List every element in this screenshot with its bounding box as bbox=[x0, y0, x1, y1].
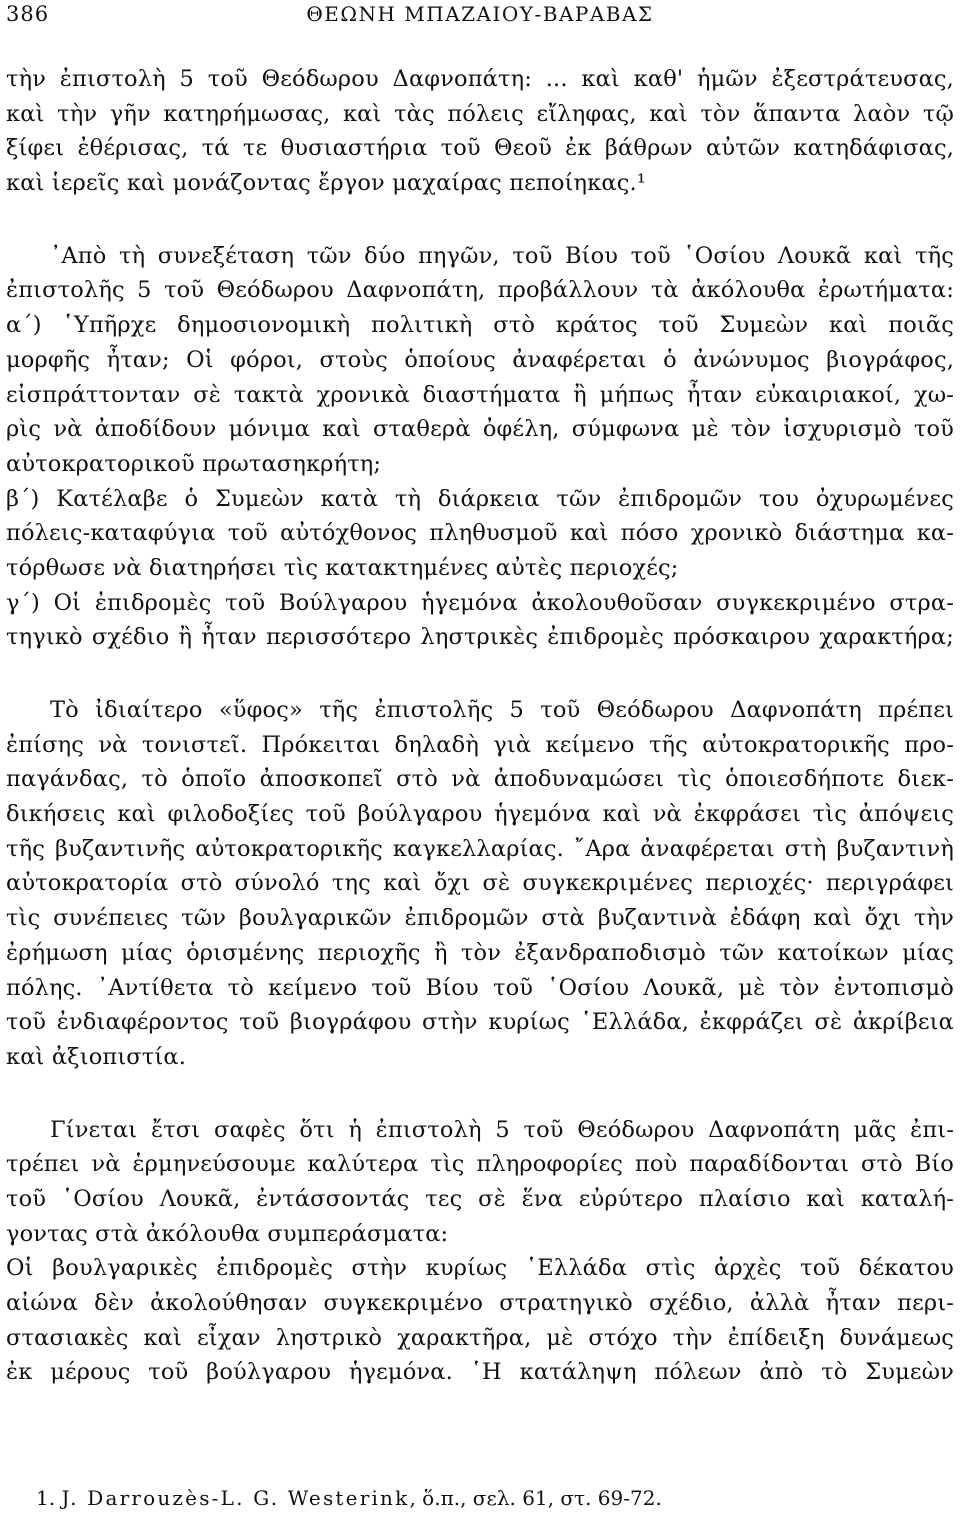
paragraph-line: γ΄) Οἱ ἐπιδρομὲς τοῦ Βούλγαρου ἡγεμόνα ἀκολουθοῦσαν συγκεκριμένο στρα- bbox=[6, 589, 954, 616]
quote-line: καὶ ἱερεῖς καὶ μονάζοντας ἔργον μαχαίρας πεποίηκας.¹ bbox=[6, 170, 646, 197]
paragraph-gap bbox=[6, 655, 954, 693]
quote-line: καὶ τὴν γῆν κατηρήμωσας, καὶ τὰς πόλεις εἴληφας, καὶ τὸν ἅπαντα λαὸν τῷ bbox=[6, 100, 954, 127]
paragraph-line: ἐκ μέρους τοῦ βούλγαρου ἡγεμόνα. ῾Η κατάληψη πόλεων ἀπὸ τὸ Συμεὼν bbox=[6, 1359, 954, 1386]
running-title: ΘΕΩΝΗ ΜΠΑΖΑΙΟΥ-ΒΑΡΑΒΑΣ bbox=[306, 2, 654, 26]
paragraph-line: α΄) ῾Υπῆρχε δημοσιονομικὴ πολιτικὴ στὸ κράτος τοῦ Συμεὼν καὶ ποιᾶς bbox=[6, 312, 954, 339]
paragraph-line: Γίνεται ἔτσι σαφὲς ὅτι ἡ ἐπιστολὴ 5 τοῦ Θεόδωρου Δαφνοπάτη μᾶς ἐπι- bbox=[50, 1116, 954, 1143]
paragraph-line: στασιακὲς καὶ εἶχαν ληστρικὸ χαρακτῆρα, μὲ στόχο τὴν ἐπίδειξη δυνάμεως bbox=[6, 1324, 954, 1351]
footnote-reference: , ὅ.π., σελ. 61, στ. 69-72. bbox=[409, 1486, 662, 1510]
footnote bbox=[36, 1486, 662, 1510]
paragraph-line: Τὸ ἰδιαίτερο «ὕφος» τῆς ἐπιστολῆς 5 τοῦ Θεόδωρου Δαφνοπάτη πρέπει bbox=[50, 697, 954, 723]
paragraph-line: ρὶς νὰ ἀποδίδουν μόνιμα καὶ σταθερὰ ὀφέλη, σύμφωνα μὲ τὸν ἰσχυρισμὸ τοῦ bbox=[6, 416, 954, 443]
paragraph-line: πόλεις-καταφύγια τοῦ αὐτόχθονος πληθυσμοῦ καὶ πόσο χρονικὸ διάστημα κα- bbox=[6, 520, 954, 547]
paragraph-line: τοῦ ῾Οσίου Λουκᾶ, ἐντάσσοντάς τες σὲ ἕνα εὐρύτερο πλαίσιο καὶ καταλή- bbox=[6, 1185, 954, 1212]
footnote-authors: J. Darrouzès-L. G. Westerink bbox=[61, 1486, 410, 1510]
paragraph-line: δικήσεις καὶ φιλοδοξίες τοῦ βούλγαρου ἡγεμόνα καὶ νὰ ἐκφράσει τὶς ἀπόψεις bbox=[6, 801, 954, 828]
running-head bbox=[6, 2, 954, 32]
paragraph-line: τῆς βυζαντινῆς αὐτοκρατορικῆς καγκελλαρίας. ῎Αρα ἀναφέρεται στὴ βυζαντινὴ bbox=[6, 835, 954, 862]
paragraph-line: αὐτοκρατορία στὸ σύνολό της καὶ ὄχι σὲ συγκεκριμένες περιοχές· περιγράφει bbox=[6, 870, 954, 897]
paragraph-line: ἐπίσης νὰ τονιστεῖ. Πρόκειται δηλαδὴ γιὰ κείμενο τῆς αὐτοκρατορικῆς προ- bbox=[6, 731, 954, 758]
paragraph-line: ἐρήμωση μίας ὁρισμένης περιοχῆς ἢ τὸν ἐξανδραποδισμὸ τῶν κατοίκων μίας bbox=[6, 939, 954, 966]
paragraph-line: β΄) Κατέλαβε ὁ Συμεὼν κατὰ τὴ διάρκεια τῶν ἐπιδρομῶν του ὀχυρωμένες bbox=[6, 485, 954, 512]
body-text bbox=[6, 62, 954, 1390]
paragraph-line: ᾿Απὸ τὴ συνεξέταση τῶν δύο πηγῶν, τοῦ Βίου τοῦ ῾Οσίου Λουκᾶ καὶ τῆς bbox=[50, 242, 954, 269]
paragraph-line: παγάνδας, τὸ ὁποῖο ἀποσκοπεῖ στὸ νὰ ἀποδυναμώσει τὶς ὁποιεσδήποτε διεκ- bbox=[6, 766, 954, 793]
paragraph-line: ἐπιστολῆς 5 τοῦ Θεόδωρου Δαφνοπάτη, προβάλλουν τὰ ἀκόλουθα ἐρωτήματα: bbox=[6, 277, 954, 304]
paragraph-line: τηγικὸ σχέδιο ἢ ἦταν περισσότερο ληστρικὲς ἐπιδρομὲς πρόσκαιρου χαρακτήρα; bbox=[6, 624, 954, 651]
quote-line: ξίφει ἐθέρισας, τά τε θυσιαστήρια τοῦ Θεοῦ ἐκ βάθρων αὐτῶν κατηδάφισας, bbox=[6, 135, 954, 162]
paragraph-line: καὶ ἀξιοπιστία. bbox=[6, 1043, 187, 1070]
paragraph-line: εἰσπράττονταν σὲ τακτὰ χρονικὰ διαστήματα ἢ μήπως ἦταν εὐκαιριακοί, χω- bbox=[6, 381, 954, 408]
quote-line: τὴν ἐπιστολὴ 5 τοῦ Θεόδωρου Δαφνοπάτη: ... καὶ καθ' ἡμῶν ἐξεστράτευσας, bbox=[6, 66, 954, 92]
paragraph-line: γοντας στὰ ἀκόλουθα συμπεράσματα: bbox=[6, 1220, 449, 1247]
paragraph-line: αὐτοκρατορικοῦ πρωτασηκρήτη; bbox=[6, 450, 382, 477]
paragraph-line: τόρθωσε νὰ διατηρήσει τὶς κατακτημένες αὐτὲς περιοχές; bbox=[6, 554, 679, 581]
paragraph-line: μορφῆς ἦταν; Οἱ φόροι, στοὺς ὁποίους ἀναφέρεται ὁ ἀνώνυμος βιογράφος, bbox=[6, 346, 954, 373]
paragraph-line: τὶς συνέπειες τῶν βουλγαρικῶν ἐπιδρομῶν στὰ βυζαντινὰ ἐδάφη καὶ ὄχι τὴν bbox=[6, 905, 954, 932]
paragraph-gap bbox=[6, 1075, 954, 1113]
paragraph-line: τρέπει νὰ ἑρμηνεύσουμε καλύτερα τὶς πληροφορίες ποὺ παραδίδονται στὸ Βίο bbox=[6, 1151, 954, 1178]
footnote-number: 1. bbox=[36, 1486, 56, 1510]
paragraph-line: αἰώνα δὲν ἀκολούθησαν συγκεκριμένο στρατηγικὸ σχέδιο, ἀλλὰ ἦταν περι- bbox=[6, 1290, 954, 1316]
paragraph-line: Οἱ βουλγαρικὲς ἐπιδρομὲς στὴν κυρίως ῾Ελλάδα στὶς ἀρχὲς τοῦ δέκατου bbox=[6, 1255, 954, 1282]
paragraph-line: τοῦ ἐνδιαφέροντος τοῦ βιογράφου στὴν κυρίως ῾Ελλάδα, ἐκφράζει σὲ ἀκρίβεια bbox=[6, 1009, 954, 1036]
page-number: 386 bbox=[6, 2, 50, 26]
paragraph-line: πόλης. ᾿Αντίθετα τὸ κείμενο τοῦ Βίου τοῦ ῾Οσίου Λουκᾶ, μὲ τὸν ἐντοπισμὸ bbox=[6, 974, 954, 1001]
paragraph-gap bbox=[6, 201, 954, 239]
